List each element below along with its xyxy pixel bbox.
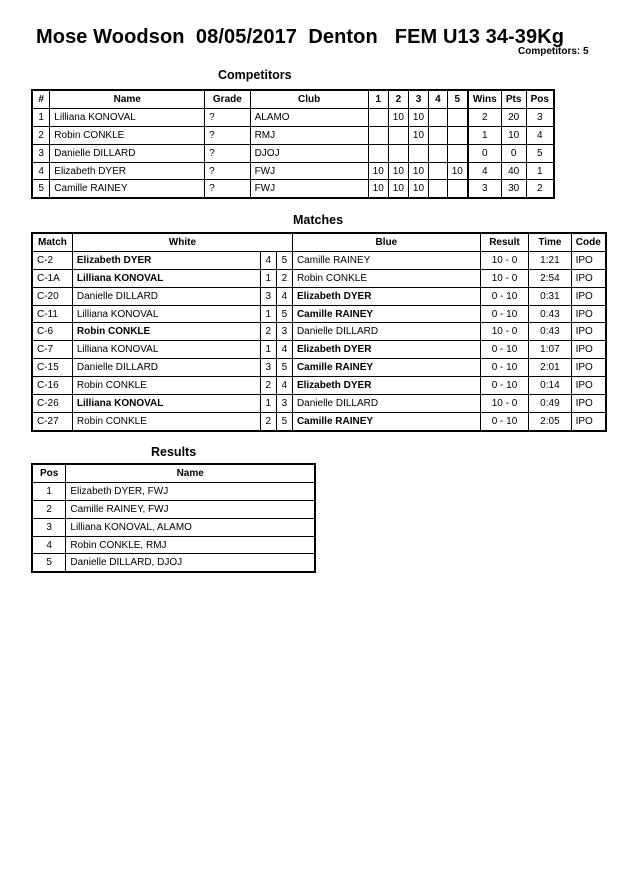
- competitor-num: 4: [32, 162, 50, 180]
- col-header-1: 1: [368, 90, 388, 108]
- match-white-num: 4: [260, 251, 276, 269]
- match-blue-name: Camille RAINEY: [292, 251, 480, 269]
- match-result: 0 - 10: [480, 359, 528, 377]
- match-row: [32, 269, 606, 287]
- col-header-blue: Blue: [292, 233, 480, 251]
- match-white-num: 3: [260, 287, 276, 305]
- match-white-num: 2: [260, 323, 276, 341]
- match-white-num: 2: [260, 412, 276, 430]
- competitors-table: [31, 89, 555, 199]
- match-blue-num: 5: [276, 251, 292, 269]
- col-header-match: Match: [32, 233, 72, 251]
- match-time: 2:54: [529, 269, 571, 287]
- match-code: IPO: [571, 323, 606, 341]
- match-code: IPO: [571, 341, 606, 359]
- matches-title: Matches: [293, 213, 344, 227]
- col-header-4: 4: [429, 90, 448, 108]
- match-id: C-2: [32, 251, 72, 269]
- col-header-grade: Grade: [205, 90, 250, 108]
- competitor-pos: 4: [526, 126, 554, 144]
- match-id: C-1A: [32, 269, 72, 287]
- competitor-score-s4: [429, 180, 448, 198]
- competitor-score-s2: 10: [388, 180, 408, 198]
- col-header-pos: Pos: [526, 90, 554, 108]
- results-header-row: [32, 464, 315, 482]
- competitor-num: 3: [32, 144, 50, 162]
- competitor-wins: 3: [468, 180, 501, 198]
- match-white-name: Lilliana KONOVAL: [72, 341, 260, 359]
- match-row: [32, 323, 606, 341]
- col-header-pts: Pts: [501, 90, 526, 108]
- competitor-club: FWJ: [250, 180, 368, 198]
- match-time: 1:07: [529, 341, 571, 359]
- match-code: IPO: [571, 377, 606, 395]
- result-pos: 2: [32, 500, 66, 518]
- match-white-name: Danielle DILLARD: [72, 287, 260, 305]
- competitor-grade: ?: [205, 108, 250, 126]
- competitor-club: DJOJ: [250, 144, 368, 162]
- col-header-wins: Wins: [468, 90, 501, 108]
- competitor-name: Lilliana KONOVAL: [50, 108, 205, 126]
- match-blue-name: Robin CONKLE: [292, 269, 480, 287]
- competitor-score-s5: [447, 108, 468, 126]
- match-blue-name: Danielle DILLARD: [292, 395, 480, 413]
- competitor-row: [32, 180, 554, 198]
- col-header-5: 5: [447, 90, 468, 108]
- match-row: [32, 412, 606, 430]
- competitor-score-s3: 10: [408, 126, 428, 144]
- competitor-name: Elizabeth DYER: [50, 162, 205, 180]
- match-white-num: 1: [260, 269, 276, 287]
- competitor-score-s1: 10: [368, 180, 388, 198]
- result-row: [32, 500, 315, 518]
- match-code: IPO: [571, 305, 606, 323]
- match-time: 0:43: [529, 323, 571, 341]
- competitor-score-s4: [429, 108, 448, 126]
- match-blue-num: 2: [276, 269, 292, 287]
- result-row: [32, 536, 315, 554]
- match-row: [32, 395, 606, 413]
- competitor-score-s5: [447, 180, 468, 198]
- competitor-wins: 2: [468, 108, 501, 126]
- competitor-num: 2: [32, 126, 50, 144]
- matches-header-row: [32, 233, 606, 251]
- match-result: 0 - 10: [480, 377, 528, 395]
- match-row: [32, 287, 606, 305]
- competitor-score-s5: 10: [447, 162, 468, 180]
- col-header-name: Name: [50, 90, 205, 108]
- competitor-score-s3: 10: [408, 108, 428, 126]
- result-name: Danielle DILLARD, DJOJ: [66, 554, 315, 572]
- competitor-score-s1: 10: [368, 162, 388, 180]
- competitor-row: [32, 108, 554, 126]
- match-time: 0:49: [529, 395, 571, 413]
- competitors-count: Competitors: 5: [518, 46, 589, 57]
- result-name: Robin CONKLE, RMJ: [66, 536, 315, 554]
- col-header-white: White: [72, 233, 292, 251]
- match-result: 0 - 10: [480, 412, 528, 430]
- match-white-name: Lilliana KONOVAL: [72, 269, 260, 287]
- match-code: IPO: [571, 359, 606, 377]
- match-code: IPO: [571, 287, 606, 305]
- result-pos: 1: [32, 482, 66, 500]
- match-row: [32, 377, 606, 395]
- match-id: C-20: [32, 287, 72, 305]
- competitor-club: ALAMO: [250, 108, 368, 126]
- match-white-num: 1: [260, 341, 276, 359]
- competitor-grade: ?: [205, 162, 250, 180]
- match-white-name: Robin CONKLE: [72, 323, 260, 341]
- match-row: [32, 251, 606, 269]
- competitors-title: Competitors: [218, 68, 292, 82]
- competitor-score-s5: [447, 144, 468, 162]
- match-result: 10 - 0: [480, 395, 528, 413]
- match-code: IPO: [571, 269, 606, 287]
- competitor-pts: 30: [501, 180, 526, 198]
- match-time: 0:43: [529, 305, 571, 323]
- match-time: 0:31: [529, 287, 571, 305]
- match-time: 2:01: [529, 359, 571, 377]
- competitor-row: [32, 144, 554, 162]
- match-blue-name: Elizabeth DYER: [292, 287, 480, 305]
- match-result: 10 - 0: [480, 251, 528, 269]
- competitor-score-s2: [388, 126, 408, 144]
- col-header-club: Club: [250, 90, 368, 108]
- result-pos: 5: [32, 554, 66, 572]
- competitor-pts: 40: [501, 162, 526, 180]
- match-white-num: 1: [260, 395, 276, 413]
- match-time: 2:05: [529, 412, 571, 430]
- col-header-time: Time: [529, 233, 571, 251]
- competitor-pos: 1: [526, 162, 554, 180]
- match-blue-name: Elizabeth DYER: [292, 341, 480, 359]
- competitor-score-s1: [368, 144, 388, 162]
- match-blue-name: Camille RAINEY: [292, 412, 480, 430]
- match-blue-num: 5: [276, 305, 292, 323]
- col-header-code: Code: [571, 233, 606, 251]
- competitor-score-s3: 10: [408, 180, 428, 198]
- col-header-result-pos: Pos: [32, 464, 66, 482]
- match-blue-name: Elizabeth DYER: [292, 377, 480, 395]
- match-row: [32, 341, 606, 359]
- match-id: C-6: [32, 323, 72, 341]
- match-code: IPO: [571, 412, 606, 430]
- match-white-name: Lilliana KONOVAL: [72, 395, 260, 413]
- match-id: C-11: [32, 305, 72, 323]
- competitor-score-s4: [429, 144, 448, 162]
- result-name: Elizabeth DYER, FWJ: [66, 482, 315, 500]
- match-id: C-15: [32, 359, 72, 377]
- result-pos: 3: [32, 518, 66, 536]
- match-result: 10 - 0: [480, 269, 528, 287]
- competitor-row: [32, 126, 554, 144]
- col-header-result-name: Name: [66, 464, 315, 482]
- match-result: 0 - 10: [480, 341, 528, 359]
- competitor-pts: 0: [501, 144, 526, 162]
- match-result: 10 - 0: [480, 323, 528, 341]
- col-header-num: #: [32, 90, 50, 108]
- match-blue-num: 3: [276, 323, 292, 341]
- match-result: 0 - 10: [480, 287, 528, 305]
- match-white-num: 3: [260, 359, 276, 377]
- match-id: C-16: [32, 377, 72, 395]
- competitor-num: 5: [32, 180, 50, 198]
- competitor-pos: 3: [526, 108, 554, 126]
- competitor-grade: ?: [205, 126, 250, 144]
- competitor-score-s2: 10: [388, 162, 408, 180]
- match-code: IPO: [571, 251, 606, 269]
- competitor-pos: 2: [526, 180, 554, 198]
- match-blue-name: Camille RAINEY: [292, 305, 480, 323]
- col-header-result: Result: [480, 233, 528, 251]
- match-time: 0:14: [529, 377, 571, 395]
- match-blue-num: 5: [276, 412, 292, 430]
- match-blue-num: 4: [276, 287, 292, 305]
- competitor-club: RMJ: [250, 126, 368, 144]
- match-id: C-7: [32, 341, 72, 359]
- competitor-score-s2: [388, 144, 408, 162]
- result-pos: 4: [32, 536, 66, 554]
- match-white-name: Robin CONKLE: [72, 377, 260, 395]
- competitor-wins: 4: [468, 162, 501, 180]
- match-blue-num: 5: [276, 359, 292, 377]
- match-code: IPO: [571, 395, 606, 413]
- match-white-num: 2: [260, 377, 276, 395]
- competitor-score-s1: [368, 126, 388, 144]
- competitor-score-s2: 10: [388, 108, 408, 126]
- match-id: C-27: [32, 412, 72, 430]
- match-row: [32, 305, 606, 323]
- competitor-pts: 10: [501, 126, 526, 144]
- competitor-name: Robin CONKLE: [50, 126, 205, 144]
- col-header-3: 3: [408, 90, 428, 108]
- competitor-score-s5: [447, 126, 468, 144]
- competitor-score-s3: [408, 144, 428, 162]
- competitors-header-row: [32, 90, 554, 108]
- match-time: 1:21: [529, 251, 571, 269]
- competitor-score-s4: [429, 126, 448, 144]
- competitor-name: Danielle DILLARD: [50, 144, 205, 162]
- results-table: [31, 463, 316, 573]
- competitor-club: FWJ: [250, 162, 368, 180]
- competitor-score-s4: [429, 162, 448, 180]
- competitor-row: [32, 162, 554, 180]
- col-header-2: 2: [388, 90, 408, 108]
- match-blue-num: 4: [276, 341, 292, 359]
- competitor-wins: 0: [468, 144, 501, 162]
- match-white-name: Danielle DILLARD: [72, 359, 260, 377]
- result-row: [32, 482, 315, 500]
- match-white-name: Elizabeth DYER: [72, 251, 260, 269]
- competitor-grade: ?: [205, 144, 250, 162]
- result-name: Lilliana KONOVAL, ALAMO: [66, 518, 315, 536]
- competitor-num: 1: [32, 108, 50, 126]
- competitor-grade: ?: [205, 180, 250, 198]
- match-white-name: Lilliana KONOVAL: [72, 305, 260, 323]
- competitor-wins: 1: [468, 126, 501, 144]
- match-id: C-26: [32, 395, 72, 413]
- result-row: [32, 554, 315, 572]
- match-result: 0 - 10: [480, 305, 528, 323]
- match-blue-num: 4: [276, 377, 292, 395]
- matches-table: [31, 232, 607, 432]
- result-row: [32, 518, 315, 536]
- competitor-pos: 5: [526, 144, 554, 162]
- page-title: Mose Woodson 08/05/2017 Denton FEM U13 34-39Kg: [36, 26, 565, 48]
- result-name: Camille RAINEY, FWJ: [66, 500, 315, 518]
- match-white-num: 1: [260, 305, 276, 323]
- match-row: [32, 359, 606, 377]
- competitor-pts: 20: [501, 108, 526, 126]
- match-white-name: Robin CONKLE: [72, 412, 260, 430]
- match-blue-num: 3: [276, 395, 292, 413]
- competitor-score-s1: [368, 108, 388, 126]
- competitor-score-s3: 10: [408, 162, 428, 180]
- competitor-name: Camille RAINEY: [50, 180, 205, 198]
- match-blue-name: Danielle DILLARD: [292, 323, 480, 341]
- results-title: Results: [151, 445, 197, 459]
- match-blue-name: Camille RAINEY: [292, 359, 480, 377]
